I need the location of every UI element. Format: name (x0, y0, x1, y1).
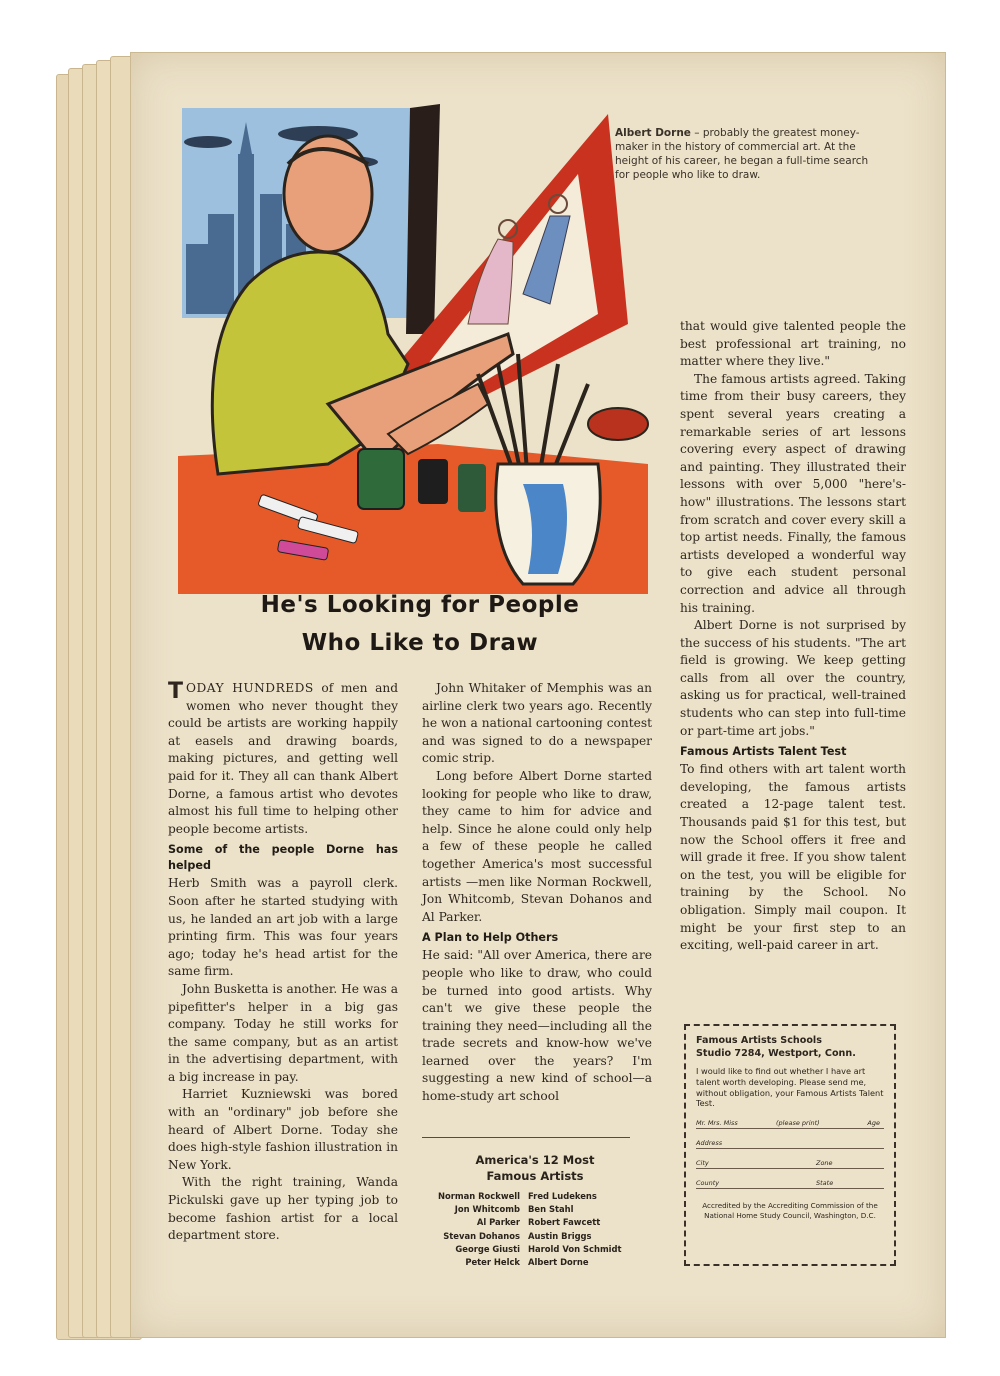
headline (170, 586, 670, 662)
artist-row (412, 1203, 656, 1216)
artist-row (412, 1230, 656, 1243)
paragraph: To find others with art talent worth developing, the famous artists created a 12-page talent test. Thousands paid $1 for this test, but now the School offers it free and will grade it free. If you show talent on the test, you will be eligible for training by the School. No obligation. Simply mail coupon. It might be your first step to an exciting, well-paid career in art. (680, 762, 906, 953)
caption-name: Albert Dorne (615, 127, 691, 139)
paragraph: Long before Albert Dorne started looking for people who like to draw, they came to him for advice and help. Since he alone could only help a few of these people he called together America's most successful artists —men like Norman Rockwell, Jon Whitcomb, Stevan Dohanos and Al Parker. (422, 768, 652, 924)
artists-list (412, 1190, 656, 1269)
headline-line-2: Who Like to Draw (301, 630, 539, 656)
artist-name: Albert Dorne (528, 1257, 589, 1268)
lead-in: ODAY HUNDREDS (186, 681, 314, 695)
county-label: County (696, 1179, 720, 1188)
state-label: State (816, 1179, 834, 1188)
artist-name: Norman Rockwell (437, 1191, 520, 1201)
artist-name: Peter Helck (465, 1257, 520, 1268)
red-bowl (588, 408, 648, 440)
paragraph: The famous artists agreed. Taking time from their busy careers, they spent several years creating a remarkable series of art lessons covering every aspect of drawing and painting. They illustrated their lessons with over 5,000 "here's-how" illustrations. The lessons start from scratch and cover every skill a top artist needs. Finally, the famous artists developed a wonderful way to give each student personal correction and advice all through his training. (680, 371, 906, 615)
artist-name: Fred Ludekens (528, 1191, 597, 1201)
address-field[interactable] (696, 1135, 884, 1149)
paragraph: John Whitaker of Memphis was an airline clerk two years ago. Recently he won a national cartooning contest and was signed to do a newspaper comic strip. (422, 681, 652, 766)
artist-name: Al Parker (476, 1217, 520, 1228)
artist-row (412, 1243, 656, 1256)
article-column-3 (680, 318, 906, 955)
coupon-header-1: Famous Artists Schools (696, 1035, 822, 1046)
artist-name: Jon Whitcomb (454, 1204, 520, 1215)
zone-label: Zone (816, 1159, 833, 1168)
paragraph (168, 680, 398, 838)
artist-name: Stevan Dohanos (443, 1230, 520, 1241)
caption-text: – probably the greatest money-maker in the history of commercial art. At the height of his career, he began a full-time search for people who like to draw. (615, 127, 869, 181)
artist-name: Harold Von Schmidt (528, 1243, 622, 1254)
paragraph: Albert Dorne is not surprised by the success of his students. "The art field is growing. We keep getting calls from all over the country, asking us for practical, well-trained students who can step into full-time or part-time art jobs." (680, 618, 906, 738)
article-column-2 (422, 680, 652, 1106)
coupon-header-2: Studio 7284, Westport, Conn. (696, 1048, 856, 1059)
name-field[interactable] (696, 1115, 884, 1129)
artist-name: Ben Stahl (528, 1204, 574, 1215)
artists-list-title (422, 1152, 648, 1184)
subheading: Some of the people Dorne has helped (168, 843, 398, 873)
artist-caption (615, 126, 885, 182)
headline-line-1: He's Looking for People (260, 592, 580, 618)
artist-row (412, 1256, 656, 1269)
divider (422, 1137, 630, 1138)
address-label: Address (696, 1139, 723, 1148)
print-hint: (please print) (776, 1119, 820, 1128)
artist-name: Robert Fawcett (528, 1217, 601, 1228)
artist-name: George Giusti (455, 1243, 520, 1254)
artists-title-line-1: America's 12 Most (475, 1153, 595, 1167)
age-label: Age (867, 1119, 880, 1128)
subheading: A Plan to Help Others (422, 931, 559, 945)
city-label: City (696, 1159, 709, 1168)
article-column-1 (168, 680, 398, 1245)
dark-curtain (406, 104, 440, 334)
artist-row (412, 1190, 656, 1203)
artist-illustration (178, 104, 660, 594)
city-field[interactable] (696, 1155, 884, 1169)
coupon-body: I would like to find out whether I have art talent worth developing. Please send me, without obligation, your Famous Artists Talent Test. (696, 1066, 884, 1109)
paragraph: With the right training, Wanda Pickulski gave up her typing job to become fashion artist for a local department store. (168, 1175, 398, 1243)
paragraph: Harriet Kuzniewski was bored with an "ordinary" job before she heard of Albert Dorne. Today she does high-style fashion illustration in New York. (168, 1087, 398, 1172)
subheading: Famous Artists Talent Test (680, 745, 847, 759)
drop-cap: T (168, 679, 184, 704)
paragraph: Herb Smith was a payroll clerk. Soon after he started studying with us, he landed an art job with a large printing firm. This was four years ago; today he's head artist for the same firm. (168, 876, 398, 979)
paragraph-text: of men and women who never thought they could be artists are working happily at easels and drawing boards, making pictures, and getting well paid for it. They all can thank Albert Dorne, a famous artist who devotes almost his full time to helping other people become artists. (168, 681, 398, 836)
artists-title-line-2: Famous Artists (486, 1169, 584, 1183)
accreditation-note: Accredited by the Accrediting Commission of the National Home Study Council, Washington, D.C. (702, 1201, 878, 1220)
artist-row (412, 1216, 656, 1229)
artist-name: Austin Briggs (528, 1230, 592, 1241)
paragraph: He said: "All over America, there are people who like to draw, who could be turned into good artists. Why can't we give these people the training they need—including all the trade secrets and know-how we've learned over the years? I'm suggesting a new kind of school—a home-study art school (422, 948, 652, 1104)
paragraph: that would give talented people the best professional art training, no matter where they live." (680, 319, 906, 369)
name-label: Mr. Mrs. Miss (696, 1119, 738, 1128)
mail-coupon[interactable] (684, 1024, 896, 1266)
paragraph: John Busketta is another. He was a pipefitter's helper in a big gas company. Today he still works for the same company, but as an artist in the advertising department, with a big increase in pay. (168, 981, 398, 1084)
county-field[interactable] (696, 1175, 884, 1189)
